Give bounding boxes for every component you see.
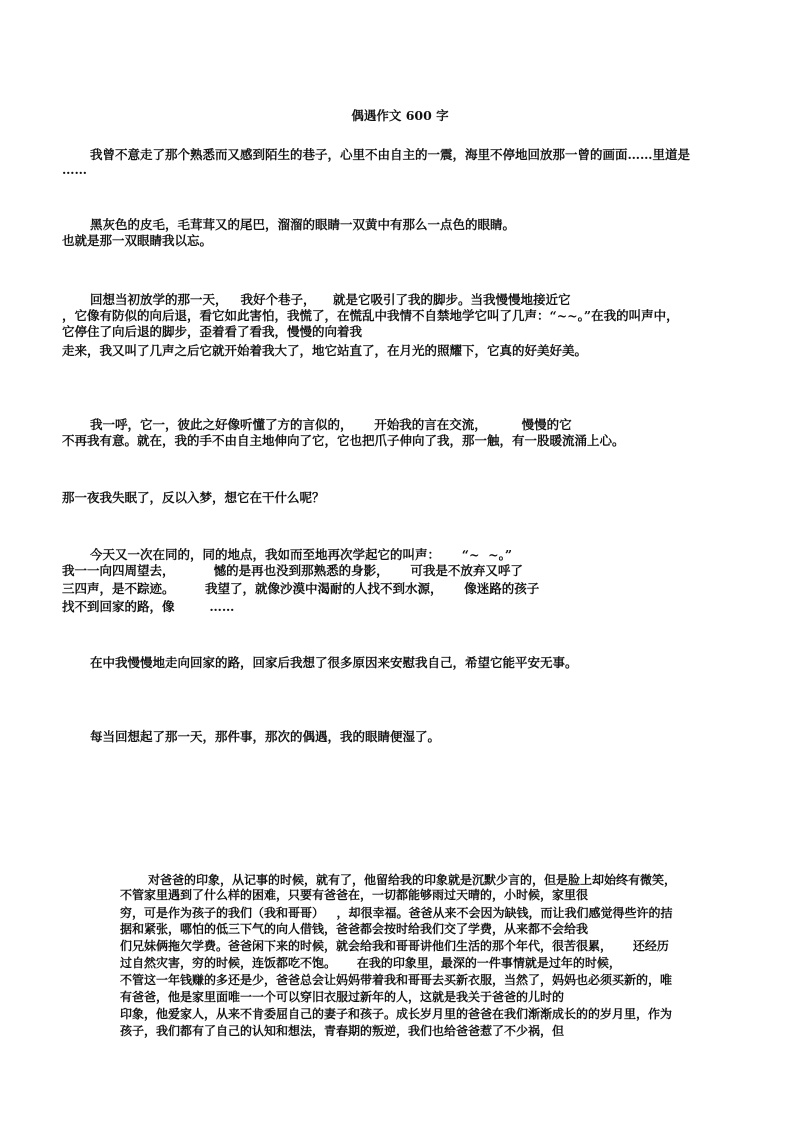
paragraph-line: 今天又一次在同的，同的地点，我如而至地再次学起它的叫声： “~ ~。”: [90, 547, 513, 562]
article-line: 不管家里遇到了什么样的困难，只要有爸爸在，一切都能够雨过天晴的，小时候，家里很: [120, 888, 589, 902]
paragraph-line: 黑灰色的皮毛，毛茸茸又的尾巴，溜溜的眼睛一双黄中有那么一点色的眼睛。: [90, 217, 516, 232]
paragraph-line: 三四声，是不踪迹。 我望了，就像沙漠中渴耐的人找不到水源， 像迷路的孩子: [62, 581, 540, 596]
paragraph-line: 我曾不意走了那个熟悉而又感到陌生的巷子，心里不由自主的一震，海里不停地回放那一曾的画面……里道是: [90, 147, 691, 162]
article-line: 有爸爸，他是家里面唯一一个可以穿旧衣服过新年的人，这就是我关于爸爸的儿时的: [120, 990, 565, 1004]
article-line: 不管这一年钱赚的多还是少，爸爸总会让妈妈带着我和哥哥去买新衣服，当然了，妈妈也必须买新的，唯: [120, 973, 673, 987]
paragraph-line: 走来，我又叫了几声之后它就开始着我大了，地它站直了，在月光的照耀下，它真的好美好美。: [62, 343, 588, 358]
paragraph-line: 不再我有意。就在，我的手不由自主地伸向了它，它也把爪子伸向了我，那一触，有一股暖流涌上心。: [62, 433, 625, 448]
paragraph-line: 它停住了向后退的脚步，歪着看了看我，慢慢的向着我: [62, 324, 363, 339]
paragraph-line: 也就是那一双眼睛我以忘。: [62, 233, 213, 248]
paragraph-line: 找不到回家的路，像 ……: [62, 599, 235, 614]
article-line: 过自然灾害，穷的时候，连饭都吃不饱。 在我的印象里，最深的一件事情就是过年的时候，: [120, 956, 621, 970]
article-line: 印象，他爱家人，从来不肯委屈自己的妻子和孩子。成长岁月里的爸爸在我们渐渐成长的的岁月里，作为: [120, 1007, 673, 1021]
paragraph-line: ，它像有防似的向后退，看它如此害怕，我慌了，在慌乱中我情不自禁地学它叫了几声：“~~。”在我的叫声中，: [62, 308, 679, 323]
article-line: 对爸爸的印象，从记事的时候，就有了，他留给我的印象就是沉默少言的，但是脸上却始终有微笑，: [148, 873, 677, 887]
document-title: 偶遇作文 600 字: [351, 108, 449, 123]
paragraph-line: 每当回想起了那一天，那件事，那次的偶遇，我的眼睛便湿了。: [90, 729, 441, 744]
paragraph-line: 那一夜我失眠了，反以入梦，想它在干什么呢？: [62, 490, 325, 505]
paragraph-line: 回想当初放学的那一天， 我好个巷子， 就是它吸引了我的脚步。当我慢慢地接近它: [90, 292, 571, 307]
paragraph-line: 我一一向四周望去， 憾的是再也没到那熟悉的身影， 可我是不放弃又呼了: [62, 563, 523, 578]
paragraph-line: ……: [62, 162, 87, 177]
paragraph-line: 我一呼，它一，彼此之好像听懂了方的言似的， 开始我的言在交流， 慢慢的它: [90, 417, 572, 432]
paragraph-line: 在中我慢慢地走向回家的路，回家后我想了很多原因来安慰我自己，希望它能平安无事。: [90, 655, 578, 670]
article-line: 孩子，我们都有了自己的认知和想法，青春期的叛逆，我们也给爸爸惹了不少祸，但: [120, 1024, 565, 1038]
article-line: 穷，可是作为孩子的我们（我和哥哥） ，却很幸福。爸爸从来不会因为缺钱，而让我们感觉得些许的拮: [120, 906, 673, 920]
article-line: 们兄妹俩拖欠学费。爸爸闲下来的时候，就会给我和哥哥讲他们生活的那个年代，很苦很累， 还经历: [120, 939, 669, 953]
article-line: 据和紧张，哪怕的低三下气的向人借钱，爸爸都会按时给我们交了学费，从来都不会给我: [120, 922, 589, 936]
